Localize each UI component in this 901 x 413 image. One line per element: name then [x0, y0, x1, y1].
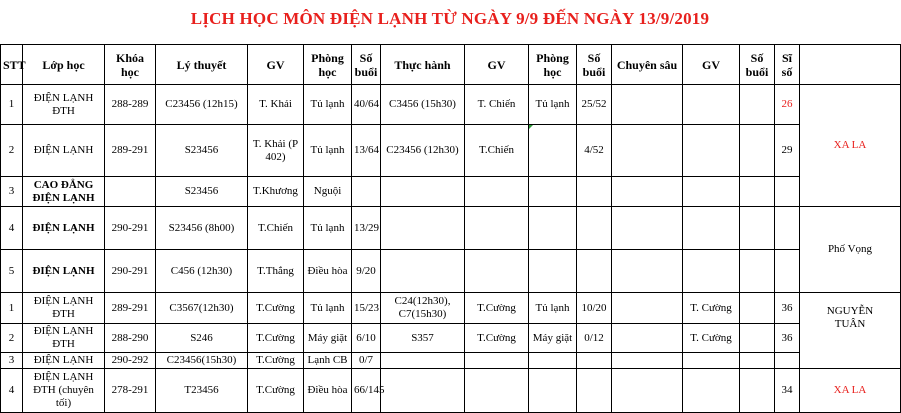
header-gv: GV [248, 45, 304, 85]
cell-so-buoi-chuyen-sau [740, 207, 775, 250]
cell-si-so [775, 353, 800, 369]
cell-si-so: 26 [775, 85, 800, 125]
header-chuyen-sau: Chuyên sâu [612, 45, 683, 85]
cell-so-buoi-thuc-hanh [577, 177, 612, 207]
cell-thuc-hanh: C24(12h30), C7(15h30) [381, 293, 465, 324]
cell-so-buoi: 0/7 [352, 353, 381, 369]
cell-so-buoi: 15/23 [352, 293, 381, 324]
cell-lop: ĐIỆN LẠNH ĐTH [23, 85, 105, 125]
cell-gv-thuc-hanh: T.Chiến [465, 125, 529, 177]
header-row [1, 45, 901, 85]
cell-gv: T.Thắng [248, 250, 304, 293]
cell-so-buoi-chuyen-sau [740, 353, 775, 369]
cell-ly-thuyet: S246 [156, 324, 248, 353]
cell-so-buoi: 6/10 [352, 324, 381, 353]
cell-khoa: 278-291 [105, 369, 156, 413]
cell-so-buoi-thuc-hanh [577, 250, 612, 293]
cell-so-buoi: 40/64 [352, 85, 381, 125]
cell-chuyen-sau [612, 324, 683, 353]
cell-phong-thuc-hanh [529, 207, 577, 250]
header-so-buoi-thuc-hanh: Số buổi [577, 45, 612, 85]
header-phong-hoc: Phòng học [304, 45, 352, 85]
cell-ly-thuyet: C456 (12h30) [156, 250, 248, 293]
cell-lop: ĐIỆN LẠNH ĐTH [23, 293, 105, 324]
cell-phong: Tủ lạnh [304, 207, 352, 250]
cell-ly-thuyet: S23456 [156, 177, 248, 207]
cell-gv: T.Khương [248, 177, 304, 207]
cell-so-buoi-thuc-hanh: 4/52 [577, 125, 612, 177]
cell-khoa [105, 177, 156, 207]
cell-so-buoi-thuc-hanh [577, 207, 612, 250]
cell-so-buoi-thuc-hanh [577, 353, 612, 369]
cell-thuc-hanh [381, 177, 465, 207]
cell-phong-thuc-hanh [529, 353, 577, 369]
cell-so-buoi [352, 177, 381, 207]
cell-gv-chuyen-sau [683, 250, 740, 293]
cell-gv: T.Cường [248, 353, 304, 369]
cell-so-buoi-chuyen-sau [740, 250, 775, 293]
cell-chuyen-sau [612, 250, 683, 293]
schedule-table [0, 44, 901, 413]
table-row [1, 324, 901, 353]
page-title: LỊCH HỌC MÔN ĐIỆN LẠNH TỪ NGÀY 9/9 ĐẾN NGÀY 13/9/2019 [190, 9, 710, 28]
cell-phong-thuc-hanh [529, 250, 577, 293]
cell-gv-thuc-hanh: T. Chiến [465, 85, 529, 125]
cell-si-so: 34 [775, 369, 800, 413]
cell-phong: Tủ lạnh [304, 125, 352, 177]
header-stt: STT [1, 45, 23, 85]
cell-so-buoi-chuyen-sau [740, 324, 775, 353]
cell-gv-thuc-hanh: T.Cường [465, 324, 529, 353]
cell-stt: 4 [1, 207, 23, 250]
cell-so-buoi: 66/145 [352, 369, 381, 413]
cell-phong: Tủ lạnh [304, 85, 352, 125]
location-pho-vong [800, 207, 901, 293]
cell-si-so [775, 177, 800, 207]
cell-so-buoi-thuc-hanh: 0/12 [577, 324, 612, 353]
cell-stt: 2 [1, 324, 23, 353]
cell-gv-chuyen-sau: T. Cường [683, 324, 740, 353]
header-so-buoi: Số buổi [352, 45, 381, 85]
cell-phong: Tủ lạnh [304, 293, 352, 324]
cell-gv-chuyen-sau [683, 353, 740, 369]
cell-ly-thuyet: S23456 [156, 125, 248, 177]
cell-khoa: 290-291 [105, 250, 156, 293]
location-label: XA LA [833, 384, 867, 396]
cell-lop: ĐIỆN LẠNH [23, 250, 105, 293]
cell-si-so [775, 250, 800, 293]
cell-gv-thuc-hanh: T.Cường [465, 293, 529, 324]
header-si-so: Sĩ số [775, 45, 800, 85]
cell-lop: CAO ĐẲNG ĐIỆN LẠNH [23, 177, 105, 207]
cell-lop: ĐIỆN LẠNH ĐTH [23, 324, 105, 353]
cell-gv-chuyen-sau [683, 207, 740, 250]
cell-phong: Điều hòa [304, 369, 352, 413]
cell-ly-thuyet: C3567(12h30) [156, 293, 248, 324]
cell-gv-chuyen-sau [683, 369, 740, 413]
cell-khoa: 290-292 [105, 353, 156, 369]
cell-lop: ĐIỆN LẠNH [23, 125, 105, 177]
cell-so-buoi-chuyen-sau [740, 293, 775, 324]
cell-khoa: 289-291 [105, 293, 156, 324]
cell-stt: 3 [1, 353, 23, 369]
cell-gv: T.Chiến [248, 207, 304, 250]
cell-so-buoi-thuc-hanh: 10/20 [577, 293, 612, 324]
cell-ly-thuyet: S23456 (8h00) [156, 207, 248, 250]
cell-chuyen-sau [612, 177, 683, 207]
cell-stt: 4 [1, 369, 23, 413]
header-ly-thuyet: Lý thuyết [156, 45, 248, 85]
cell-chuyen-sau [612, 293, 683, 324]
cell-lop: ĐIỆN LẠNH ĐTH (chuyên tối) [23, 369, 105, 413]
cell-khoa: 288-289 [105, 85, 156, 125]
table-row [1, 177, 901, 207]
cell-phong-thuc-hanh [529, 369, 577, 413]
cell-si-so: 36 [775, 293, 800, 324]
cell-thuc-hanh: C3456 (15h30) [381, 85, 465, 125]
cell-ly-thuyet: C23456(15h30) [156, 353, 248, 369]
cell-phong-thuc-hanh: Máy giặt [529, 324, 577, 353]
location-xa-la [800, 85, 901, 207]
cell-ly-thuyet: C23456 (12h15) [156, 85, 248, 125]
cell-stt: 1 [1, 293, 23, 324]
header-thuc-hanh: Thực hành [381, 45, 465, 85]
cell-phong: Lạnh CB [304, 353, 352, 369]
table-row [1, 125, 901, 177]
cell-gv-chuyen-sau [683, 177, 740, 207]
table-row [1, 353, 901, 369]
cell-thuc-hanh [381, 369, 465, 413]
cell-chuyen-sau [612, 353, 683, 369]
cell-stt: 1 [1, 85, 23, 125]
cell-thuc-hanh [381, 207, 465, 250]
cell-gv-thuc-hanh [465, 250, 529, 293]
table-row [1, 369, 901, 413]
header-so-buoi-chuyen-sau: Số buổi [740, 45, 775, 85]
cell-si-so: 29 [775, 125, 800, 177]
table-row [1, 85, 901, 125]
cell-gv: T.Cường [248, 324, 304, 353]
cell-so-buoi-chuyen-sau [740, 369, 775, 413]
cell-thuc-hanh: S357 [381, 324, 465, 353]
cell-khoa: 290-291 [105, 207, 156, 250]
location-xa-la [800, 369, 901, 413]
cell-chuyen-sau [612, 125, 683, 177]
cell-so-buoi-chuyen-sau [740, 177, 775, 207]
cell-gv-thuc-hanh [465, 177, 529, 207]
cell-so-buoi: 13/29 [352, 207, 381, 250]
cell-lop: ĐIỆN LẠNH [23, 353, 105, 369]
cell-gv-thuc-hanh [465, 353, 529, 369]
header-gv-chuyen-sau: GV [683, 45, 740, 85]
cell-so-buoi: 13/64 [352, 125, 381, 177]
header-phong-hoc-thuc-hanh: Phòng học [529, 45, 577, 85]
cell-stt: 5 [1, 250, 23, 293]
cell-gv-thuc-hanh [465, 369, 529, 413]
header-location [800, 45, 901, 85]
cell-stt: 3 [1, 177, 23, 207]
cell-phong-thuc-hanh: Tủ lạnh [529, 85, 577, 125]
cell-chuyen-sau [612, 207, 683, 250]
cell-phong-thuc-hanh [529, 177, 577, 207]
cell-si-so [775, 207, 800, 250]
cell-gv: T. Khải [248, 85, 304, 125]
location-label: NGUYỄN TUÂN [826, 305, 874, 330]
cell-chuyen-sau [612, 85, 683, 125]
cell-thuc-hanh [381, 250, 465, 293]
cell-gv: T.Cường [248, 293, 304, 324]
header-gv-thuc-hanh: GV [465, 45, 529, 85]
cell-gv: T. Khải (P 402) [248, 125, 304, 177]
cell-si-so: 36 [775, 324, 800, 353]
cell-gv-chuyen-sau [683, 125, 740, 177]
cell-phong-thuc-hanh [529, 125, 577, 177]
cell-gv-chuyen-sau: T. Cường [683, 293, 740, 324]
cell-gv-thuc-hanh [465, 207, 529, 250]
cell-ly-thuyet: T23456 [156, 369, 248, 413]
header-lop-hoc: Lớp học [23, 45, 105, 85]
cell-thuc-hanh: C23456 (12h30) [381, 125, 465, 177]
table-row [1, 250, 901, 293]
cell-khoa: 288-290 [105, 324, 156, 353]
table-row [1, 207, 901, 250]
location-nguyen-tuan [800, 293, 901, 369]
cell-so-buoi-chuyen-sau [740, 125, 775, 177]
cell-phong-thuc-hanh: Tủ lạnh [529, 293, 577, 324]
cell-stt: 2 [1, 125, 23, 177]
cell-so-buoi: 9/20 [352, 250, 381, 293]
cell-lop: ĐIỆN LẠNH [23, 207, 105, 250]
cell-phong: Nguội [304, 177, 352, 207]
cell-khoa: 289-291 [105, 125, 156, 177]
table-row [1, 293, 901, 324]
location-label: XA LA [833, 139, 867, 151]
cell-phong: Điều hòa [304, 250, 352, 293]
cell-gv-chuyen-sau [683, 85, 740, 125]
cell-chuyen-sau [612, 369, 683, 413]
cell-phong: Máy giặt [304, 324, 352, 353]
header-khoa-hoc: Khóa học [105, 45, 156, 85]
cell-so-buoi-thuc-hanh [577, 369, 612, 413]
cell-so-buoi-chuyen-sau [740, 85, 775, 125]
cell-thuc-hanh [381, 353, 465, 369]
location-label: Phố Vọng [827, 243, 873, 255]
cell-so-buoi-thuc-hanh: 25/52 [577, 85, 612, 125]
cell-gv: T.Cường [248, 369, 304, 413]
